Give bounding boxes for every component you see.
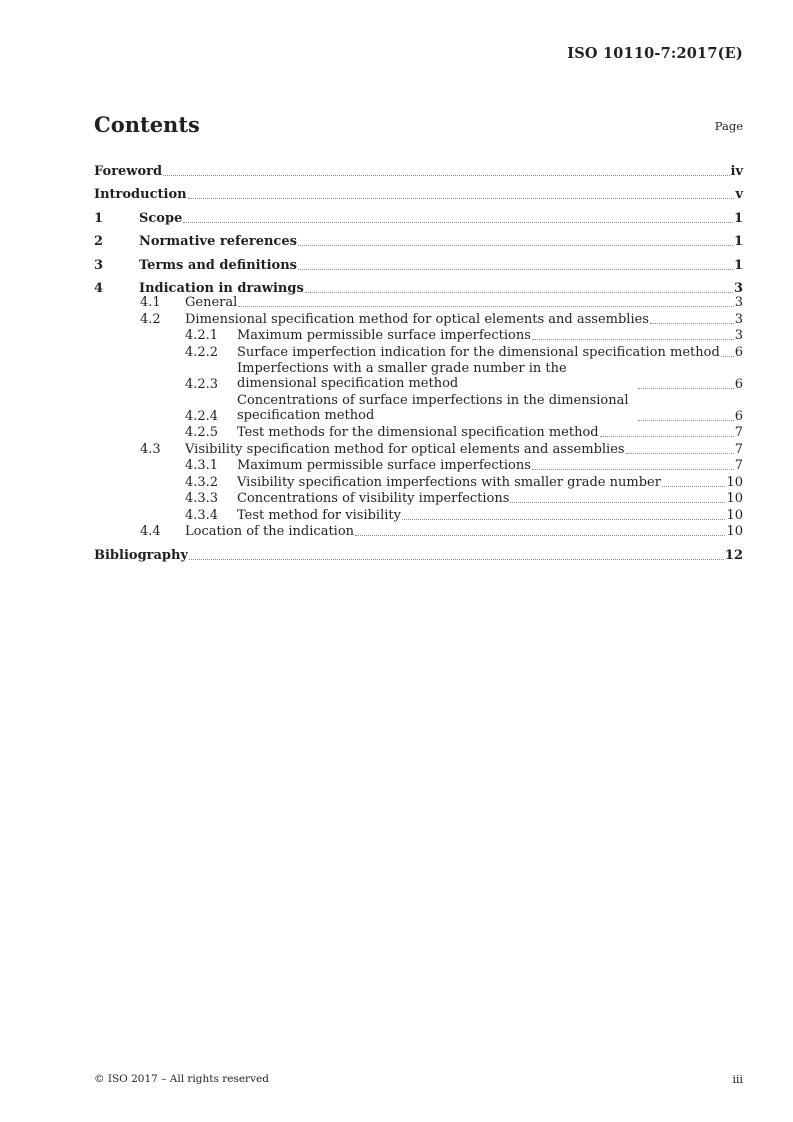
toc-entry-number: 4.3.2 xyxy=(185,474,219,490)
toc-entry-number: 4.3.1 xyxy=(185,458,219,473)
toc-entry[interactable] xyxy=(94,327,743,344)
toc-dot-leader xyxy=(298,269,733,270)
toc-entry-page: v xyxy=(735,187,743,202)
toc-entry[interactable] xyxy=(94,155,743,179)
toc-entry-page: 10 xyxy=(726,524,743,539)
toc-entry[interactable] xyxy=(94,506,743,523)
toc-entry[interactable] xyxy=(94,179,743,203)
toc-entry-page: 12 xyxy=(724,547,743,563)
toc-entry-number: 4.3 xyxy=(140,441,161,457)
toc-dot-leader xyxy=(650,323,734,324)
toc-entry-title: Indication in drawings xyxy=(139,281,304,296)
toc-dot-leader xyxy=(163,175,729,176)
toc-entry-title: Foreword xyxy=(94,163,163,179)
toc-entry-page: iv xyxy=(730,163,743,179)
toc-entry-title: Visibility specification method for optical elements and assemblies xyxy=(185,441,625,457)
toc-entry[interactable] xyxy=(94,473,743,490)
toc-entry-title: Visibility specification imperfections with smaller grade number xyxy=(237,474,661,490)
toc-entry-title: Scope xyxy=(139,210,183,226)
toc-entry-number: 4 xyxy=(94,281,104,296)
toc-entry-number: 4.2.1 xyxy=(185,328,219,343)
toc-entry-title: Imperfections with a smaller grade number in the dimensional specification method xyxy=(237,360,567,391)
toc-entry-title: General xyxy=(185,295,238,310)
document-identifier: ISO 10110-7:2017(E) xyxy=(567,45,743,62)
table-of-contents xyxy=(94,155,743,563)
toc-entry-title: Maximum permissible surface imperfections xyxy=(237,328,531,343)
toc-dot-leader xyxy=(305,292,733,293)
toc-dot-leader xyxy=(532,339,734,340)
toc-entry-number: 4.3.4 xyxy=(185,507,219,523)
toc-dot-leader xyxy=(638,388,734,389)
toc-entry-number: 3 xyxy=(94,257,104,273)
toc-entry-title: Normative references xyxy=(139,234,297,249)
toc-entry-page: 6 xyxy=(734,344,743,360)
toc-entry-title: Dimensional specification method for optical elements and assemblies xyxy=(185,311,649,327)
toc-entry-number: 4.3.3 xyxy=(185,491,219,506)
toc-dot-leader xyxy=(510,502,725,503)
toc-entry[interactable] xyxy=(94,490,743,507)
toc-entry-number: 4.2 xyxy=(140,311,161,327)
toc-entry-page: 3 xyxy=(734,311,743,327)
toc-entry-page: 10 xyxy=(726,474,743,490)
toc-entry-page: 6 xyxy=(734,376,743,392)
toc-entry-title: Location of the indication xyxy=(185,524,355,539)
toc-entry-page: 10 xyxy=(726,507,743,523)
toc-entry-page: 10 xyxy=(726,491,743,506)
toc-dot-leader xyxy=(298,245,733,246)
toc-entry-title: Concentrations of visibility imperfections xyxy=(237,491,510,506)
toc-dot-leader xyxy=(532,469,734,470)
toc-entry[interactable] xyxy=(94,360,743,392)
toc-dot-leader xyxy=(188,198,735,199)
toc-entry[interactable] xyxy=(94,310,743,327)
toc-dot-leader xyxy=(600,436,734,437)
toc-dot-leader xyxy=(626,453,734,454)
toc-entry-page: 7 xyxy=(734,441,743,457)
toc-entry-number: 4.1 xyxy=(140,295,161,310)
toc-entry[interactable] xyxy=(94,424,743,441)
toc-entry-page: 1 xyxy=(733,234,743,249)
toc-entry[interactable] xyxy=(94,539,743,563)
toc-entry-title: Introduction xyxy=(94,187,187,202)
toc-entry-page: 3 xyxy=(734,328,743,343)
page-column-label: Page xyxy=(714,119,743,133)
toc-dot-leader xyxy=(183,222,733,223)
toc-entry-page: 6 xyxy=(734,408,743,424)
toc-entry-page: 3 xyxy=(734,295,743,310)
toc-entry-title: Maximum permissible surface imperfections xyxy=(237,458,531,473)
toc-entry[interactable] xyxy=(94,249,743,273)
toc-entry[interactable] xyxy=(94,226,743,250)
toc-entry-title: Test methods for the dimensional specification method xyxy=(237,425,599,440)
toc-dot-leader xyxy=(238,306,733,307)
toc-entry-number: 1 xyxy=(94,210,104,226)
toc-entry[interactable] xyxy=(94,440,743,457)
toc-entry-number: 4.4 xyxy=(140,524,161,539)
toc-dot-leader xyxy=(402,519,725,520)
toc-dot-leader xyxy=(721,356,734,357)
toc-entry-page: 7 xyxy=(734,458,743,473)
toc-entry[interactable] xyxy=(94,273,743,297)
toc-entry[interactable] xyxy=(94,523,743,540)
copyright-notice: © ISO 2017 – All rights reserved xyxy=(94,1073,269,1085)
toc-entry-page: 3 xyxy=(733,281,743,296)
toc-entry-title: Bibliography xyxy=(94,547,189,563)
toc-entry-number: 4.2.5 xyxy=(185,425,219,440)
toc-entry[interactable] xyxy=(94,296,743,310)
toc-dot-leader xyxy=(189,559,724,560)
toc-entry[interactable] xyxy=(94,392,743,424)
toc-entry[interactable] xyxy=(94,343,743,360)
toc-entry-page: 1 xyxy=(733,210,743,226)
toc-entry-title: Surface imperfection indication for the dimensional specification method xyxy=(237,344,720,360)
toc-entry-number: 4.2.2 xyxy=(185,344,219,360)
toc-entry-title: Concentrations of surface imperfections in the dimensional specification method xyxy=(237,392,629,423)
toc-entry-title: Test method for visibility xyxy=(237,507,401,523)
toc-entry-page: 1 xyxy=(733,257,743,273)
toc-dot-leader xyxy=(662,486,726,487)
toc-entry[interactable] xyxy=(94,202,743,226)
toc-entry-page: 7 xyxy=(734,425,743,440)
toc-entry[interactable] xyxy=(94,457,743,474)
page-number: iii xyxy=(732,1073,743,1086)
toc-entry-number: 4.2.4 xyxy=(185,408,219,424)
toc-entry-number: 2 xyxy=(94,234,104,249)
toc-dot-leader xyxy=(638,420,734,421)
contents-heading: Contents xyxy=(94,112,200,137)
toc-entry-title: Terms and definitions xyxy=(139,257,297,273)
toc-dot-leader xyxy=(355,535,725,536)
toc-entry-number: 4.2.3 xyxy=(185,376,219,392)
